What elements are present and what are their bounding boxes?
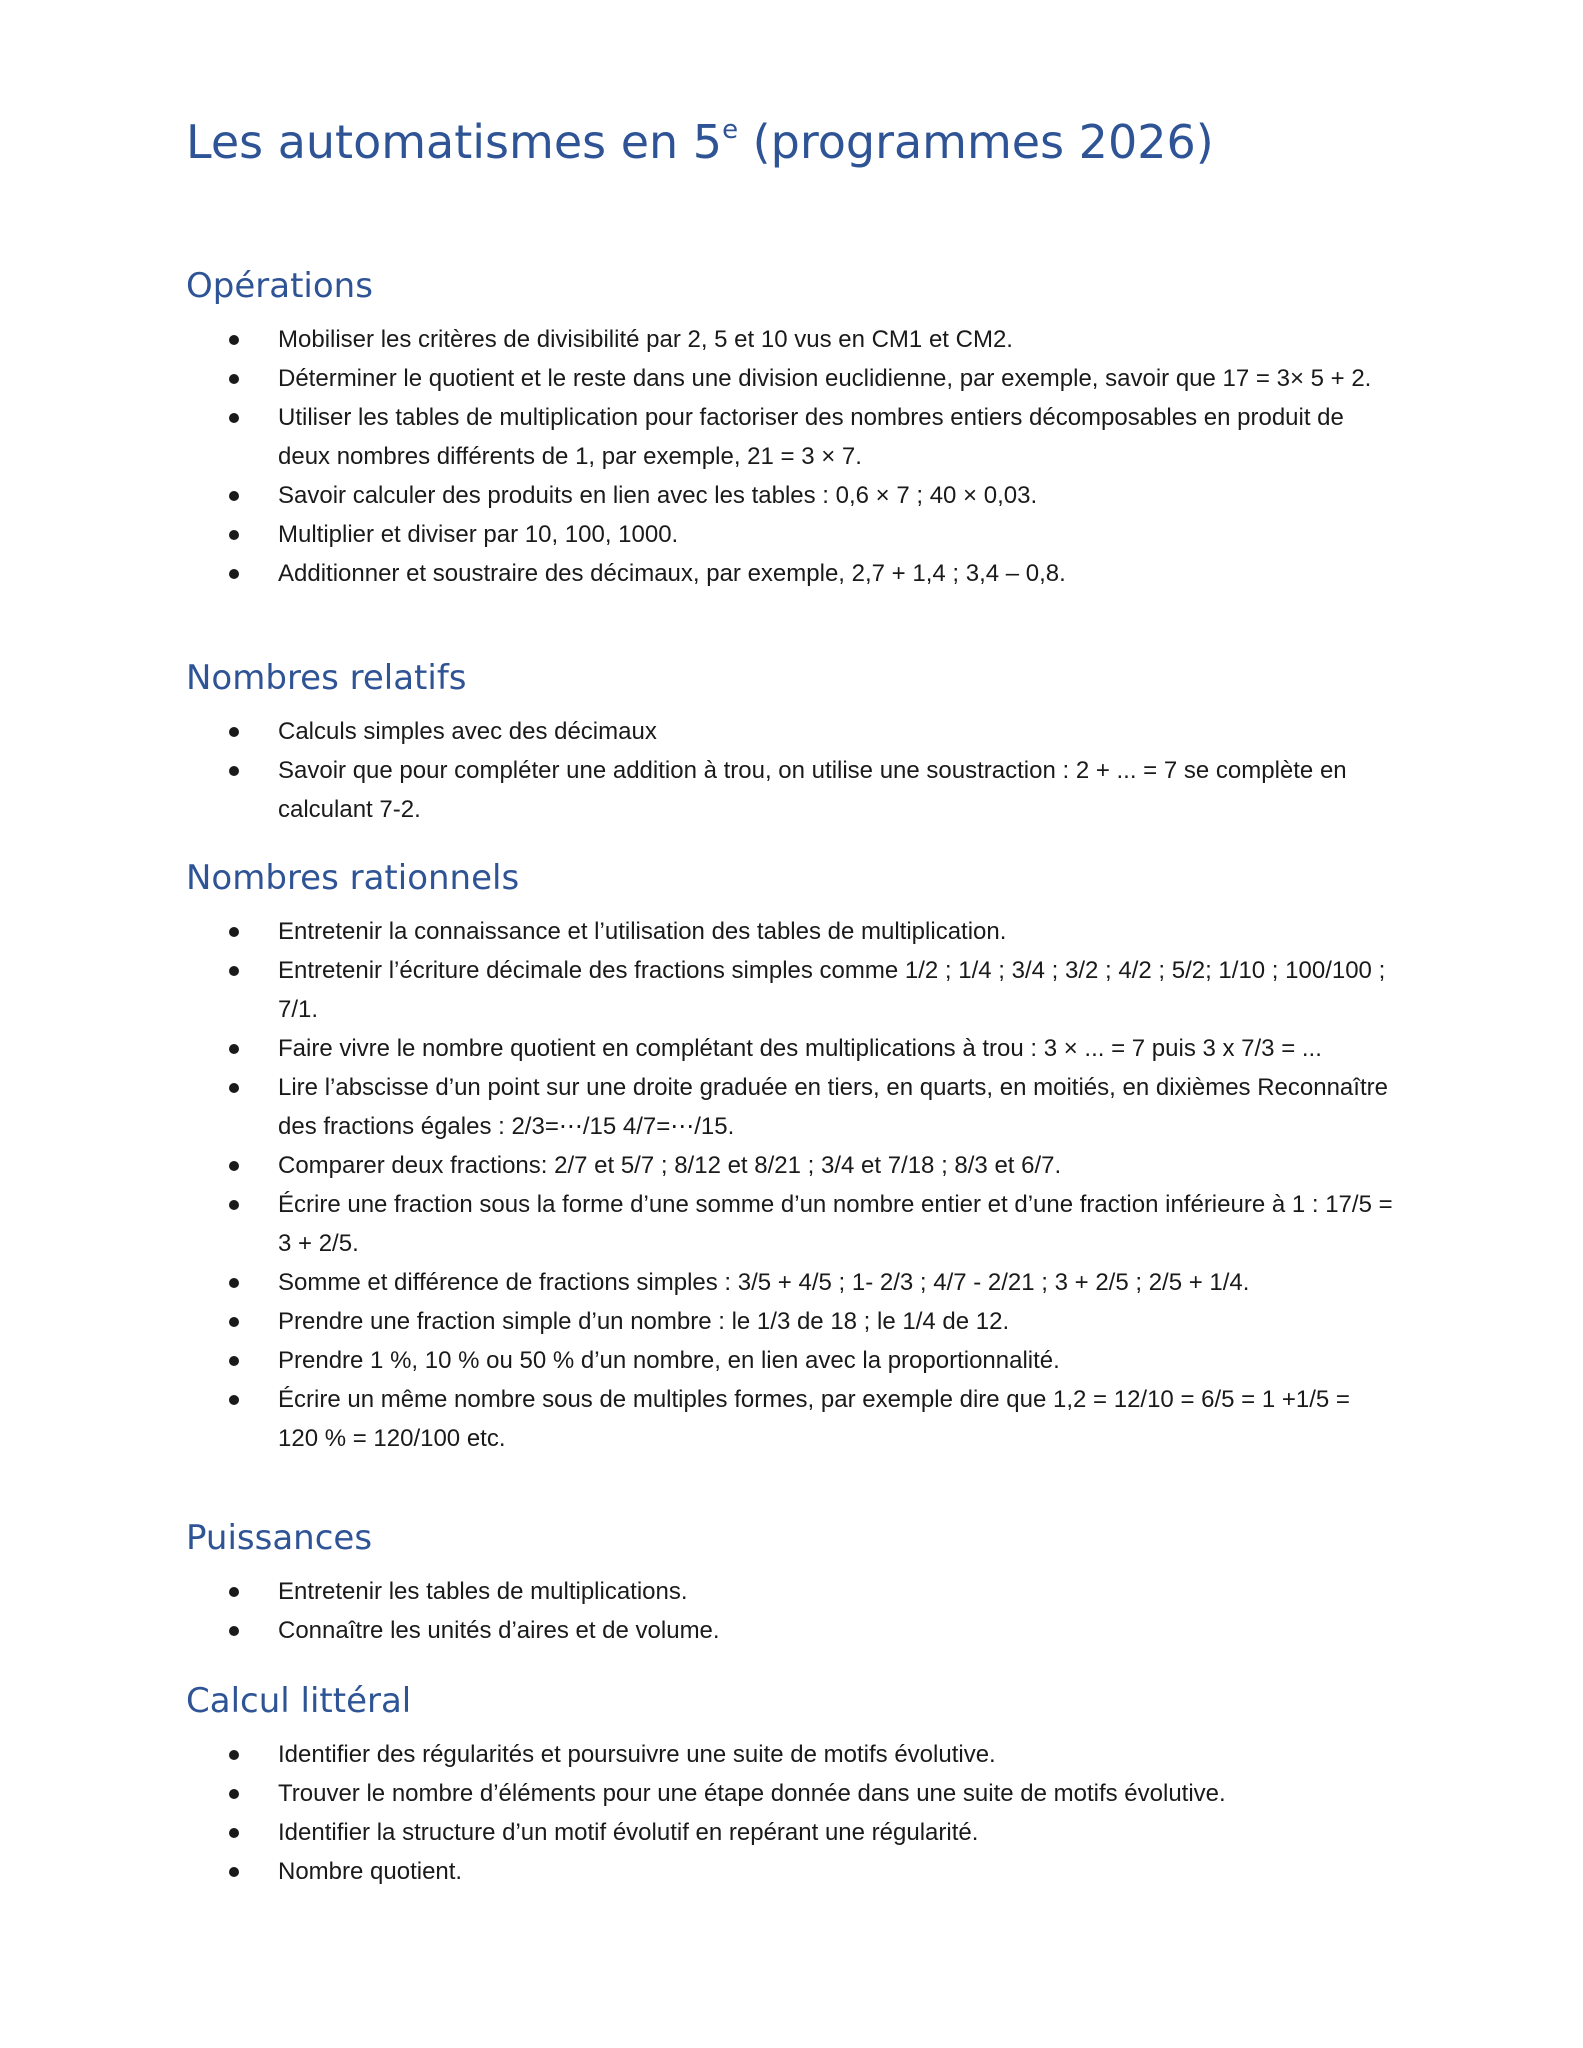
section-nombres-relatifs <box>186 656 1396 829</box>
list-item-text: Identifier la structure d’un motif évolutif en repérant une régularité. <box>278 1819 979 1846</box>
list-item <box>186 1813 1396 1852</box>
bullet-icon <box>229 1161 239 1171</box>
list-item-text: Savoir calculer des produits en lien avec les tables : 0,6 × 7 ; 40 × 0,03. <box>278 482 1038 509</box>
bullet-icon <box>229 1044 239 1054</box>
bullet-icon <box>229 766 239 776</box>
bullet-icon <box>229 1587 239 1597</box>
list-item <box>186 476 1396 515</box>
list-item-text: Entretenir l’écriture décimale des fractions simples comme 1/2 ; 1/4 ; 3/4 ; 3/2 ; 4/2 ; 5/2; 1/10 ; 100/100 ; 7/1. <box>278 957 1386 1023</box>
list-item-text: Nombre quotient. <box>278 1858 463 1885</box>
bullet-list-relatifs <box>186 712 1396 829</box>
list-item-text: Utiliser les tables de multiplication pour factoriser des nombres entiers décomposables en produit de deux nombres différents de 1, par exemple, 21 = 3 × 7. <box>278 404 1344 470</box>
list-item-text: Entretenir la connaissance et l’utilisation des tables de multiplication. <box>278 918 1007 945</box>
list-item-text: Trouver le nombre d’éléments pour une étape donnée dans une suite de motifs évolutive. <box>278 1780 1226 1807</box>
list-item <box>186 359 1396 398</box>
list-item <box>186 320 1396 359</box>
bullet-icon <box>229 530 239 540</box>
bullet-icon <box>229 1395 239 1405</box>
section-operations <box>186 264 1396 593</box>
list-item <box>186 1185 1396 1263</box>
bullet-icon <box>229 966 239 976</box>
list-item-text: Déterminer le quotient et le reste dans une division euclidienne, par exemple, savoir que 17 = 3× 5 + 2. <box>278 365 1372 392</box>
list-item <box>186 1572 1396 1611</box>
list-item <box>186 751 1396 829</box>
section-nombres-rationnels <box>186 856 1396 1458</box>
list-item-text: Mobiliser les critères de divisibilité par 2, 5 et 10 vus en CM1 et CM2. <box>278 326 1013 353</box>
bullet-icon <box>229 1200 239 1210</box>
list-item <box>186 515 1396 554</box>
list-item <box>186 1341 1396 1380</box>
bullet-icon <box>229 727 239 737</box>
bullet-icon <box>229 1867 239 1877</box>
list-item-text: Comparer deux fractions: 2/7 et 5/7 ; 8/12 et 8/21 ; 3/4 et 7/18 ; 8/3 et 6/7. <box>278 1152 1062 1179</box>
bullet-icon <box>229 335 239 345</box>
section-heading-puissances: Puissances <box>186 1518 373 1558</box>
title-rest: (programmes 2026) <box>738 115 1214 169</box>
bullet-icon <box>229 569 239 579</box>
list-item <box>186 1735 1396 1774</box>
list-item-text: Savoir que pour compléter une addition à trou, on utilise une soustraction : 2 + ... = 7 se complète en calculant 7-2. <box>278 757 1347 823</box>
list-item <box>186 912 1396 951</box>
list-item-text: Somme et différence de fractions simples : 3/5 + 4/5 ; 1- 2/3 ; 4/7 - 2/21 ; 3 + 2/5 ; 2/5 + 1/4. <box>278 1269 1250 1296</box>
bullet-icon <box>229 1356 239 1366</box>
bullet-icon <box>229 1789 239 1799</box>
list-item <box>186 1263 1396 1302</box>
list-item <box>186 712 1396 751</box>
section-calcul-litteral <box>186 1679 1396 1891</box>
list-item <box>186 1029 1396 1068</box>
list-item-text: Additionner et soustraire des décimaux, par exemple, 2,7 + 1,4 ; 3,4 – 0,8. <box>278 560 1066 587</box>
section-puissances <box>186 1516 1396 1650</box>
bullet-list-litteral <box>186 1735 1396 1891</box>
list-item-text: Connaître les unités d’aires et de volume. <box>278 1617 720 1644</box>
page-title <box>186 112 1214 172</box>
list-item-text: Prendre 1 %, 10 % ou 50 % d’un nombre, en lien avec la proportionnalité. <box>278 1347 1060 1374</box>
list-item <box>186 1068 1396 1146</box>
list-item-text: Lire l’abscisse d’un point sur une droite graduée en tiers, en quarts, en moitiés, en dixièmes Reconnaître des fractions égales : 2/3=⋯/15 4/7=⋯/15. <box>278 1074 1388 1140</box>
bullet-icon <box>229 1278 239 1288</box>
section-heading-relatifs: Nombres relatifs <box>186 658 467 698</box>
list-item-text: Multiplier et diviser par 10, 100, 1000. <box>278 521 679 548</box>
list-item <box>186 1774 1396 1813</box>
list-item-text: Écrire un même nombre sous de multiples formes, par exemple dire que 1,2 = 12/10 = 6/5 = 1 +1/5 = 120 % = 120/100 etc. <box>278 1386 1350 1452</box>
list-item-text: Écrire une fraction sous la forme d’une somme d’un nombre entier et d’une fraction inférieure à 1 : 17/5 = 3 + 2/5. <box>278 1191 1393 1257</box>
list-item-text: Calculs simples avec des décimaux <box>278 718 657 745</box>
title-main: Les automatismes en 5 <box>186 115 723 169</box>
section-heading-rationnels: Nombres rationnels <box>186 858 520 898</box>
bullet-list-puissances <box>186 1572 1396 1650</box>
bullet-icon <box>229 1626 239 1636</box>
bullet-icon <box>229 927 239 937</box>
list-item <box>186 1852 1396 1891</box>
list-item <box>186 398 1396 476</box>
bullet-list-operations <box>186 320 1396 593</box>
list-item-text: Entretenir les tables de multiplications. <box>278 1578 688 1605</box>
list-item <box>186 1146 1396 1185</box>
list-item <box>186 1302 1396 1341</box>
title-superscript: e <box>722 114 739 145</box>
list-item <box>186 1380 1396 1458</box>
list-item <box>186 951 1396 1029</box>
bullet-icon <box>229 1828 239 1838</box>
list-item <box>186 554 1396 593</box>
section-heading-litteral: Calcul littéral <box>186 1681 412 1721</box>
bullet-list-rationnels <box>186 912 1396 1458</box>
section-heading-operations: Opérations <box>186 266 373 306</box>
list-item <box>186 1611 1396 1650</box>
bullet-icon <box>229 1750 239 1760</box>
list-item-text: Faire vivre le nombre quotient en complétant des multiplications à trou : 3 × ... = 7 puis 3 x 7/3 = ... <box>278 1035 1322 1062</box>
list-item-text: Identifier des régularités et poursuivre une suite de motifs évolutive. <box>278 1741 996 1768</box>
list-item-text: Prendre une fraction simple d’un nombre : le 1/3 de 18 ; le 1/4 de 12. <box>278 1308 1010 1335</box>
bullet-icon <box>229 413 239 423</box>
bullet-icon <box>229 491 239 501</box>
bullet-icon <box>229 1317 239 1327</box>
bullet-icon <box>229 1083 239 1093</box>
bullet-icon <box>229 374 239 384</box>
